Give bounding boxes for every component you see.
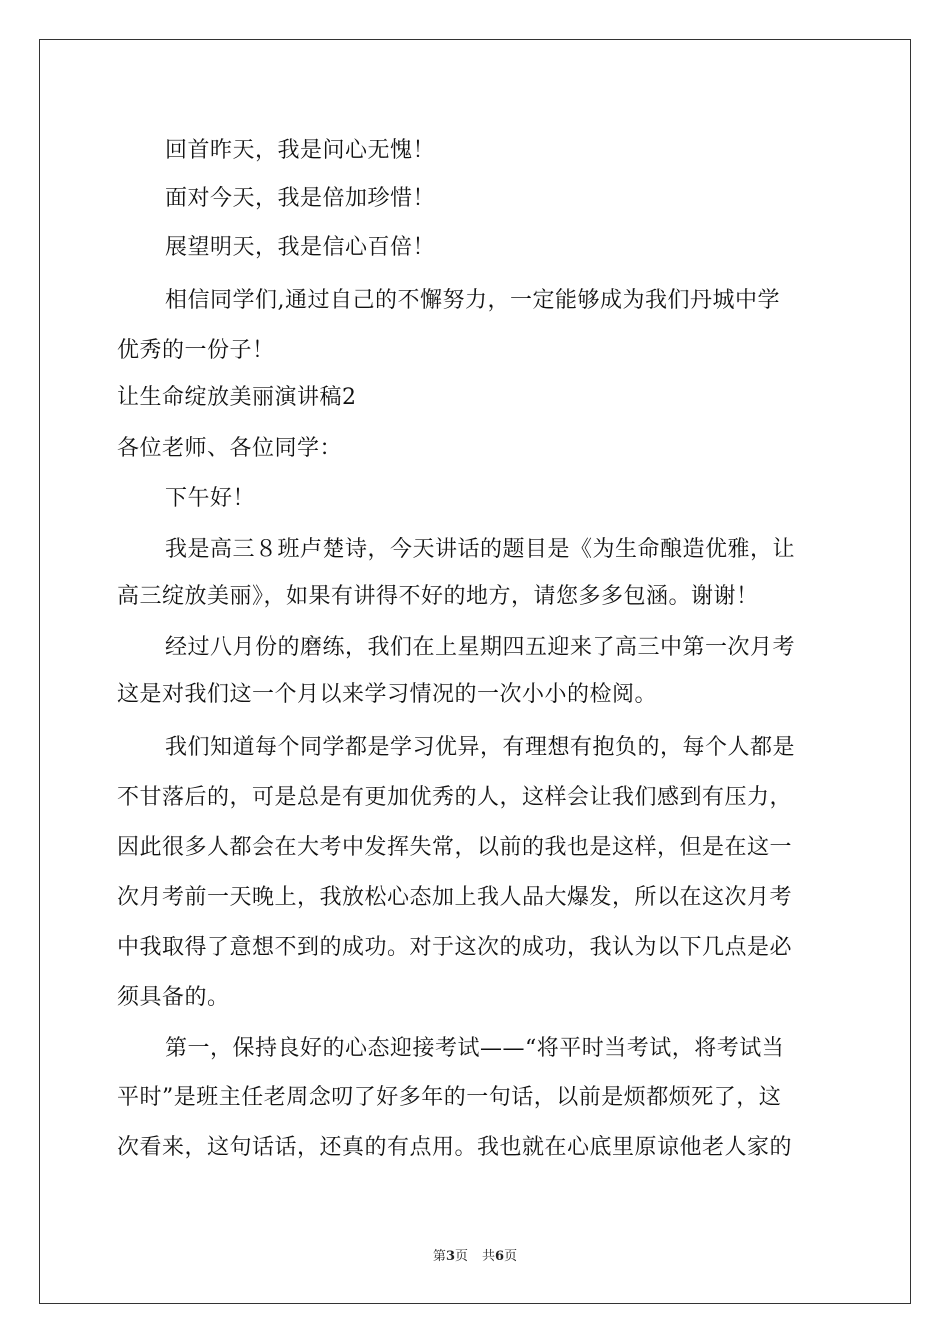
- footer-total-prefix: 共: [482, 1249, 496, 1264]
- text-line: 次月考前一天晚上，我放松心态加上我人品大爆发，所以在这次月考: [117, 885, 793, 910]
- text-line: 中我取得了意想不到的成功。对于这次的成功，我认为以下几点是必: [117, 935, 793, 960]
- text-line: 展望明天，我是信心百倍！: [165, 235, 436, 260]
- text-line: 经过八月份的磨练，我们在上星期四五迎来了高三中第一次月考: [165, 635, 796, 660]
- text-line: 这是对我们这一个月以来学习情况的一次小小的检阅。: [117, 682, 658, 707]
- text-line: 须具备的。: [117, 985, 230, 1010]
- text-line: 我们知道每个同学都是学习优异，有理想有抱负的，每个人都是: [165, 735, 796, 760]
- text-line: 高三绽放美丽》，如果有讲得不好的地方，请您多多包涵。谢谢！: [117, 584, 759, 609]
- text-line: 第一，保持良好的心态迎接考试——“将平时当考试，将考试当: [165, 1036, 785, 1061]
- footer-page-number: 3: [445, 1249, 455, 1264]
- text-line: 平时”是班主任老周念叨了好多年的一句话，以前是烦都烦死了，这: [117, 1085, 782, 1110]
- text-line: 因此很多人都会在大考中发挥失常，以前的我也是这样，但是在这一: [117, 835, 793, 860]
- text-line: 我是高三８班卢楚诗，今天讲话的题目是《为生命酿造优雅，让: [165, 537, 796, 562]
- salutation: 各位老师、各位同学：: [117, 436, 343, 461]
- text-line: 下午好！: [165, 486, 256, 511]
- page-footer: [0, 1248, 950, 1266]
- text-line: 不甘落后的，可是总是有更加优秀的人，这样会让我们感到有压力，: [117, 785, 793, 810]
- text-line: 面对今天，我是倍加珍惜！: [165, 186, 436, 211]
- footer-total-pages: 6: [495, 1249, 505, 1264]
- text-line: 优秀的一份子！: [117, 338, 275, 363]
- text-line: 相信同学们,通过自己的不懈努力，一定能够成为我们丹城中学: [165, 288, 780, 313]
- section-heading: 让生命绽放美丽演讲稿2: [117, 385, 357, 410]
- page-border: [39, 39, 911, 1304]
- text-line: 回首昨天，我是问心无愧！: [165, 138, 436, 163]
- footer-page-prefix: 第: [432, 1249, 446, 1264]
- text-line: 次看来，这句话话，还真的有点用。我也就在心底里原谅他老人家的: [117, 1135, 793, 1160]
- footer-page-suffix: 页: [454, 1249, 468, 1264]
- footer-total-suffix: 页: [504, 1249, 518, 1264]
